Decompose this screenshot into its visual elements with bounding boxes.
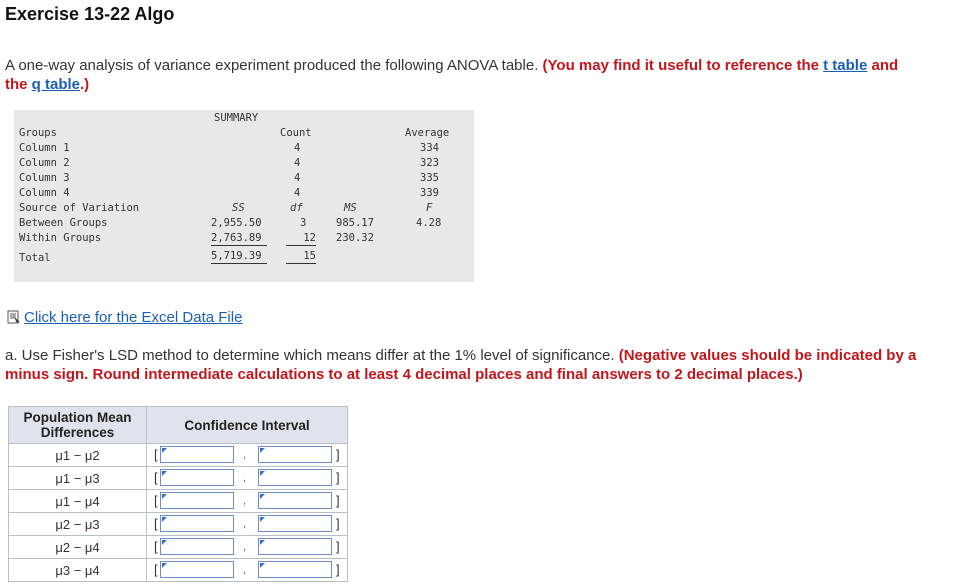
comma: , <box>243 472 247 484</box>
ms-header: MS <box>344 202 357 214</box>
input-marker-icon <box>260 540 265 545</box>
ci-row <box>147 467 348 490</box>
group-name: Column 4 <box>19 187 70 199</box>
ci-upper-input[interactable] <box>258 515 332 532</box>
f-header: F <box>426 202 433 214</box>
close-bracket: ] <box>336 447 340 462</box>
note-and: and <box>871 57 899 74</box>
anova-table <box>14 110 474 282</box>
ms-value: 985.17 <box>336 217 374 229</box>
ss-value: 5,719.39 <box>211 250 267 264</box>
count-header: Count <box>280 127 312 139</box>
ci-lower-input[interactable] <box>160 515 234 532</box>
page-title: Exercise 13-22 Algo <box>5 4 175 24</box>
df-value: 12 <box>286 232 316 246</box>
input-marker-icon <box>162 494 167 499</box>
t-table-link[interactable]: t table <box>823 57 868 74</box>
input-marker-icon <box>260 448 265 453</box>
ci-lower-input[interactable] <box>160 561 234 578</box>
ci-lower-input[interactable] <box>160 538 234 555</box>
input-marker-icon <box>260 517 265 522</box>
input-marker-icon <box>260 563 265 568</box>
group-name: Column 3 <box>19 172 70 184</box>
comma: , <box>243 564 247 576</box>
comma: , <box>243 495 247 507</box>
group-average: 335 <box>420 172 439 184</box>
excel-link-text: Click here for the Excel Data File <box>24 309 243 326</box>
group-average: 339 <box>420 187 439 199</box>
intro-text: A one-way analysis of variance experiment produced the following ANOVA table. <box>5 57 539 74</box>
ci-row <box>147 513 348 536</box>
summary-label: SUMMARY <box>214 112 259 124</box>
source-name: Between Groups <box>19 217 108 229</box>
open-bracket: [ <box>154 447 158 462</box>
close-bracket: ] <box>336 539 340 554</box>
ci-upper-input[interactable] <box>258 561 332 578</box>
f-value: 4.28 <box>416 217 442 229</box>
q-table-link[interactable]: q table <box>31 76 81 93</box>
group-name: Column 2 <box>19 157 70 169</box>
question-note: (Negative values should be indicated by a minus sign. Round intermediate calculations to at least 4 decimal places and final answers to 2 decimal places.) <box>5 347 917 383</box>
population-header-line2: Differences <box>40 425 115 440</box>
close-bracket: ] <box>336 470 340 485</box>
input-marker-icon <box>260 494 265 499</box>
intro-paragraph <box>5 56 950 94</box>
input-marker-icon <box>260 471 265 476</box>
average-header: Average <box>405 127 450 139</box>
group-count: 4 <box>294 172 301 184</box>
open-bracket: [ <box>154 516 158 531</box>
group-count: 4 <box>294 157 301 169</box>
group-average: 334 <box>420 142 439 154</box>
close-bracket: ] <box>336 516 340 531</box>
pair-label: μ2 − μ4 <box>9 536 147 559</box>
group-name: Column 1 <box>19 142 70 154</box>
open-bracket: [ <box>154 562 158 577</box>
ss-value: 2,763.89 <box>211 232 267 246</box>
open-bracket: [ <box>154 539 158 554</box>
ms-value: 230.32 <box>336 232 374 244</box>
population-header <box>9 407 147 444</box>
comma: , <box>243 449 247 461</box>
source-header: Source of Variation <box>19 202 140 214</box>
source-name: Within Groups <box>19 232 102 244</box>
df-value: 3 <box>300 217 307 229</box>
open-bracket: [ <box>154 493 158 508</box>
question-a <box>5 346 950 384</box>
ci-row <box>147 559 348 582</box>
ci-upper-input[interactable] <box>258 492 332 509</box>
ci-lower-input[interactable] <box>160 446 234 463</box>
ss-header: SS <box>232 202 245 214</box>
groups-header: Groups <box>19 127 57 139</box>
ci-lower-input[interactable] <box>160 469 234 486</box>
df-value: 15 <box>286 250 316 264</box>
pair-label: μ1 − μ4 <box>9 490 147 513</box>
pair-label: μ2 − μ3 <box>9 513 147 536</box>
group-count: 4 <box>294 187 301 199</box>
pair-label: μ1 − μ3 <box>9 467 147 490</box>
ci-upper-input[interactable] <box>258 446 332 463</box>
note-the: the <box>5 76 28 93</box>
note-suffix: .) <box>80 76 90 93</box>
ci-header: Confidence Interval <box>147 407 348 444</box>
question-text: a. Use Fisher's LSD method to determine which means differ at the 1% level of significance. <box>5 347 615 364</box>
ci-lower-input[interactable] <box>160 492 234 509</box>
source-name: Total <box>19 252 51 264</box>
close-bracket: ] <box>336 493 340 508</box>
ci-upper-input[interactable] <box>258 469 332 486</box>
df-header: df <box>290 202 303 214</box>
population-header-line1: Population Mean <box>23 410 132 425</box>
input-marker-icon <box>162 540 167 545</box>
ss-value: 2,955.50 <box>211 217 262 229</box>
ci-upper-input[interactable] <box>258 538 332 555</box>
close-bracket: ] <box>336 562 340 577</box>
pair-label: μ1 − μ2 <box>9 444 147 467</box>
pair-label: μ3 − μ4 <box>9 559 147 582</box>
input-marker-icon <box>162 563 167 568</box>
ci-row <box>147 536 348 559</box>
open-bracket: [ <box>154 470 158 485</box>
group-count: 4 <box>294 142 301 154</box>
excel-data-link[interactable] <box>7 309 242 326</box>
group-average: 323 <box>420 157 439 169</box>
input-marker-icon <box>162 517 167 522</box>
file-icon <box>7 310 21 324</box>
ci-row <box>147 444 348 467</box>
note-prefix: (You may find it useful to reference the <box>542 57 819 74</box>
ci-row <box>147 490 348 513</box>
comma: , <box>243 518 247 530</box>
comma: , <box>243 541 247 553</box>
confidence-interval-table <box>8 406 348 582</box>
input-marker-icon <box>162 471 167 476</box>
input-marker-icon <box>162 448 167 453</box>
